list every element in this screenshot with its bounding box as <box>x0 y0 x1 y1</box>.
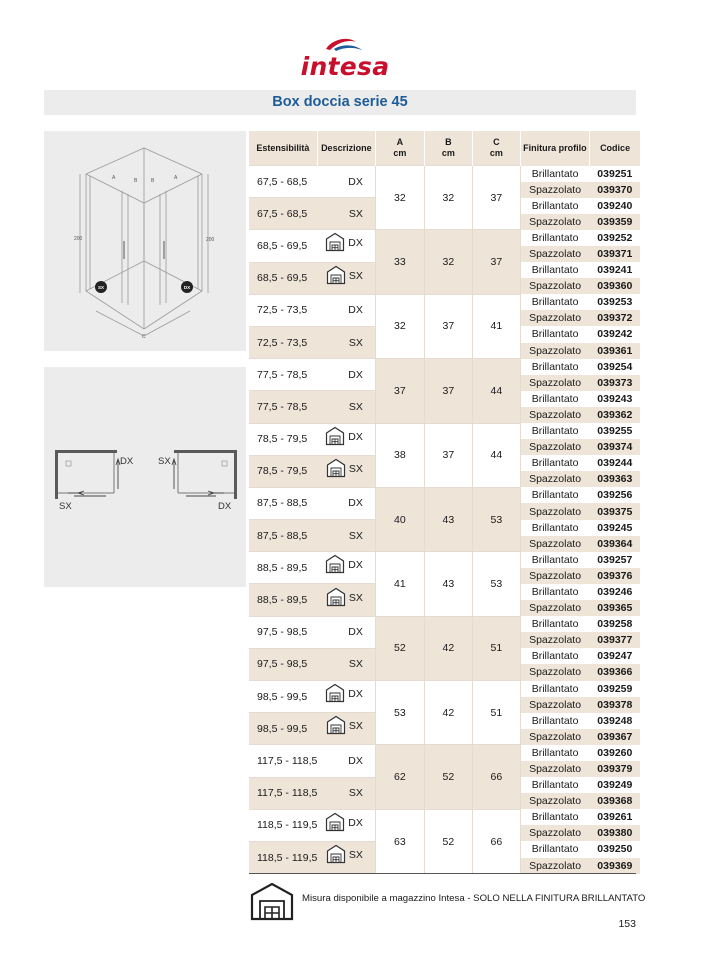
code-cell: 039380 <box>589 825 640 841</box>
extensibility-cell: 97,5 - 98,5 <box>249 648 317 680</box>
dimension-b-cell: 42 <box>424 681 472 745</box>
finish-cell: Brillantato <box>520 391 589 407</box>
dimension-c-cell: 66 <box>472 809 520 873</box>
description-cell: DX <box>317 294 375 326</box>
finish-cell: Spazzolato <box>520 536 589 552</box>
warehouse-icon <box>249 881 295 921</box>
finish-cell: Spazzolato <box>520 310 589 326</box>
code-cell: 039256 <box>597 489 633 502</box>
finish-cell: Spazzolato <box>520 858 589 874</box>
product-table <box>249 131 640 874</box>
finish-cell: Spazzolato <box>520 407 589 423</box>
finish-cell: Spazzolato <box>520 439 589 455</box>
finish-cell: Brillantato <box>520 294 589 310</box>
description-cell: DX <box>317 745 375 777</box>
code-cell: 039368 <box>589 793 640 809</box>
warehouse-icon <box>326 458 346 478</box>
dimension-b-cell: 43 <box>424 487 472 551</box>
description-cell: DX <box>317 616 375 648</box>
dimension-a-left: A <box>112 175 116 181</box>
code-cell: 039241 <box>597 264 633 277</box>
brand-logo <box>300 36 390 82</box>
dimension-a-right: A <box>174 175 178 181</box>
finish-cell: Brillantato <box>520 841 589 857</box>
finish-cell: Brillantato <box>520 584 589 600</box>
description-cell: SX <box>317 520 375 552</box>
dimension-c-cell: 44 <box>472 359 520 423</box>
table-row <box>249 359 640 375</box>
dimension-c-cell: 37 <box>472 166 520 230</box>
code-cell: 039367 <box>589 729 640 745</box>
dimension-c-cell: 44 <box>472 423 520 487</box>
finish-cell: Spazzolato <box>520 600 589 616</box>
extensibility-cell: 88,5 - 89,5 <box>249 552 317 584</box>
description-cell: SX <box>317 777 375 809</box>
sx-label: SX <box>59 501 72 512</box>
dimension-a-cell: 32 <box>375 294 424 358</box>
description-cell: SX <box>317 584 375 616</box>
code-cell: 039243 <box>597 392 633 405</box>
dimension-a-cell: 63 <box>375 809 424 873</box>
finish-cell: Spazzolato <box>520 825 589 841</box>
dimension-a-cell: 33 <box>375 230 424 294</box>
warehouse-icon <box>325 812 345 832</box>
finish-cell: Brillantato <box>520 745 589 761</box>
description-cell: DX <box>317 166 375 198</box>
dx-plan <box>55 450 134 512</box>
warehouse-icon <box>325 554 345 574</box>
code-cell: 039371 <box>589 246 640 262</box>
warehouse-icon <box>326 715 346 735</box>
description-cell: SX <box>317 713 375 745</box>
finish-cell: Brillantato <box>520 230 589 246</box>
svg-text:SX: SX <box>97 285 105 290</box>
header-c: C cm <box>472 131 520 166</box>
code-cell: 039246 <box>597 585 633 598</box>
code-cell: 039378 <box>589 697 640 713</box>
finish-cell: Brillantato <box>520 648 589 664</box>
table-row <box>249 552 640 568</box>
finish-cell: Brillantato <box>520 809 589 825</box>
height-right: 200 <box>206 237 215 243</box>
code-cell: 039244 <box>597 457 633 470</box>
dimension-b-cell: 52 <box>424 809 472 873</box>
extensibility-cell: 98,5 - 99,5 <box>249 681 317 713</box>
code-cell: 039249 <box>597 779 633 792</box>
code-cell: 039369 <box>589 858 640 874</box>
table-row <box>249 681 640 697</box>
dimension-b-cell: 32 <box>424 166 472 230</box>
finish-cell: Spazzolato <box>520 343 589 359</box>
dimension-b-cell: 37 <box>424 359 472 423</box>
code-cell: 039258 <box>597 618 633 631</box>
description-cell: DX <box>317 359 375 391</box>
extensibility-cell: 88,5 - 89,5 <box>249 584 317 616</box>
code-cell: 039359 <box>589 214 640 230</box>
description-cell: SX <box>317 198 375 230</box>
description-cell: DX <box>317 230 375 262</box>
table-row <box>249 423 640 439</box>
dimension-c-cell: 53 <box>472 487 520 551</box>
dimension-c-cell: 66 <box>472 745 520 809</box>
description-cell: SX <box>317 326 375 358</box>
dimension-a-cell: 53 <box>375 681 424 745</box>
dimension-b-cell: 43 <box>424 552 472 616</box>
header-b: B cm <box>424 131 472 166</box>
description-cell: SX <box>317 455 375 487</box>
finish-cell: Spazzolato <box>520 697 589 713</box>
page-number: 153 <box>618 918 636 930</box>
dimension-a-cell: 52 <box>375 616 424 680</box>
finish-cell: Spazzolato <box>520 278 589 294</box>
svg-text:DX: DX <box>183 285 191 290</box>
dimension-c: C <box>142 334 146 340</box>
warehouse-icon <box>325 426 345 446</box>
stock-legend: Misura disponibile a magazzino Intesa - SOLO NELLA FINITURA BRILLANTATO <box>302 893 646 904</box>
table-row <box>249 487 640 503</box>
dimension-c-cell: 53 <box>472 552 520 616</box>
code-cell: 039366 <box>589 664 640 680</box>
code-cell: 039377 <box>589 632 640 648</box>
finish-cell: Spazzolato <box>520 761 589 777</box>
dimension-a-cell: 37 <box>375 359 424 423</box>
finish-cell: Spazzolato <box>520 503 589 519</box>
extensibility-cell: 68,5 - 69,5 <box>249 262 317 294</box>
extensibility-cell: 78,5 - 79,5 <box>249 455 317 487</box>
code-cell: 039242 <box>597 328 633 341</box>
table-row <box>249 166 640 182</box>
finish-cell: Spazzolato <box>520 182 589 198</box>
finish-cell: Spazzolato <box>520 729 589 745</box>
dimension-a-cell: 40 <box>375 487 424 551</box>
extensibility-cell: 77,5 - 78,5 <box>249 391 317 423</box>
description-cell: DX <box>317 809 375 841</box>
finish-cell: Brillantato <box>520 455 589 471</box>
finish-cell: Brillantato <box>520 262 589 278</box>
code-cell: 039245 <box>597 521 633 534</box>
code-cell: 039260 <box>597 746 633 759</box>
description-cell: SX <box>317 391 375 423</box>
code-cell: 039379 <box>589 761 640 777</box>
warehouse-icon <box>325 683 345 703</box>
code-cell: 039372 <box>589 310 640 326</box>
code-cell: 039240 <box>597 199 633 212</box>
dimension-c-cell: 37 <box>472 230 520 294</box>
extensibility-cell: 68,5 - 69,5 <box>249 230 317 262</box>
extensibility-cell: 72,5 - 73,5 <box>249 326 317 358</box>
code-cell: 039362 <box>589 407 640 423</box>
dimension-b-cell: 37 <box>424 294 472 358</box>
extensibility-cell: 67,5 - 68,5 <box>249 166 317 198</box>
header-estensibilita: Estensibilità <box>249 131 317 166</box>
height-left: 200 <box>74 236 83 242</box>
code-cell: 039254 <box>597 360 633 373</box>
finish-cell: Brillantato <box>520 681 589 697</box>
extensibility-cell: 87,5 - 88,5 <box>249 520 317 552</box>
finish-cell: Brillantato <box>520 166 589 182</box>
dimension-c-cell: 51 <box>472 616 520 680</box>
dx-label-right: DX <box>218 501 232 512</box>
footer-divider <box>249 873 636 874</box>
dimension-b-cell: 32 <box>424 230 472 294</box>
code-cell: 039253 <box>597 296 633 309</box>
code-cell: 039363 <box>589 471 640 487</box>
dimension-b-cell: 42 <box>424 616 472 680</box>
code-cell: 039247 <box>597 650 633 663</box>
code-cell: 039370 <box>589 182 640 198</box>
table-row <box>249 809 640 825</box>
warehouse-icon <box>326 844 346 864</box>
description-cell: DX <box>317 552 375 584</box>
sx-plan <box>158 450 237 512</box>
code-cell: 039259 <box>597 682 633 695</box>
shower-box-drawing <box>44 131 246 351</box>
finish-cell: Brillantato <box>520 713 589 729</box>
header-codice: Codice <box>589 131 640 166</box>
dimension-b-cell: 52 <box>424 745 472 809</box>
finish-cell: Spazzolato <box>520 375 589 391</box>
extensibility-cell: 72,5 - 73,5 <box>249 294 317 326</box>
code-cell: 039250 <box>597 843 633 856</box>
table-row <box>249 230 640 246</box>
code-cell: 039376 <box>589 568 640 584</box>
dimension-c-cell: 51 <box>472 681 520 745</box>
dimension-b-right: B <box>151 178 155 184</box>
dimension-a-cell: 62 <box>375 745 424 809</box>
code-cell: 039361 <box>589 343 640 359</box>
dimension-a-cell: 41 <box>375 552 424 616</box>
extensibility-cell: 118,5 - 119,5 <box>249 841 317 873</box>
code-cell: 039251 <box>597 167 633 180</box>
table-header-row <box>249 131 640 166</box>
description-cell: SX <box>317 648 375 680</box>
finish-cell: Spazzolato <box>520 471 589 487</box>
code-cell: 039360 <box>589 278 640 294</box>
dx-label: DX <box>120 456 134 467</box>
extensibility-cell: 77,5 - 78,5 <box>249 359 317 391</box>
finish-cell: Brillantato <box>520 423 589 439</box>
code-cell: 039248 <box>597 714 633 727</box>
dimension-a-cell: 38 <box>375 423 424 487</box>
door-plan-drawing <box>44 367 246 587</box>
finish-cell: Brillantato <box>520 198 589 214</box>
page-title: Box doccia serie 45 <box>44 90 636 115</box>
finish-cell: Spazzolato <box>520 568 589 584</box>
code-cell: 039374 <box>589 439 640 455</box>
dimension-b-cell: 37 <box>424 423 472 487</box>
extensibility-cell: 78,5 - 79,5 <box>249 423 317 455</box>
extensibility-cell: 97,5 - 98,5 <box>249 616 317 648</box>
code-cell: 039365 <box>589 600 640 616</box>
finish-cell: Brillantato <box>520 326 589 342</box>
finish-cell: Brillantato <box>520 552 589 568</box>
code-cell: 039252 <box>597 231 633 244</box>
finish-cell: Brillantato <box>520 616 589 632</box>
sx-badge <box>95 281 107 293</box>
brand-name: intesa <box>300 52 390 81</box>
warehouse-icon <box>326 587 346 607</box>
warehouse-icon <box>326 265 346 285</box>
dimension-c-cell: 41 <box>472 294 520 358</box>
warehouse-icon <box>325 232 345 252</box>
extensibility-cell: 87,5 - 88,5 <box>249 487 317 519</box>
sx-label-right: SX <box>158 456 171 467</box>
header-a: A cm <box>375 131 424 166</box>
finish-cell: Spazzolato <box>520 214 589 230</box>
code-cell: 039257 <box>597 553 633 566</box>
code-cell: 039375 <box>589 503 640 519</box>
header-finitura: Finitura profilo <box>520 131 589 166</box>
finish-cell: Spazzolato <box>520 632 589 648</box>
code-cell: 039255 <box>597 425 633 438</box>
table-row <box>249 745 640 761</box>
description-cell: SX <box>317 262 375 294</box>
dx-badge <box>181 281 193 293</box>
extensibility-cell: 118,5 - 119,5 <box>249 809 317 841</box>
description-cell: SX <box>317 841 375 873</box>
extensibility-cell: 117,5 - 118,5 <box>249 745 317 777</box>
dimension-b-left: B <box>134 178 138 184</box>
extensibility-cell: 117,5 - 118,5 <box>249 777 317 809</box>
code-cell: 039261 <box>597 811 633 824</box>
extensibility-cell: 98,5 - 99,5 <box>249 713 317 745</box>
finish-cell: Spazzolato <box>520 793 589 809</box>
table-row <box>249 616 640 632</box>
dimension-a-cell: 32 <box>375 166 424 230</box>
finish-cell: Spazzolato <box>520 664 589 680</box>
description-cell: DX <box>317 423 375 455</box>
finish-cell: Brillantato <box>520 487 589 503</box>
table-row <box>249 294 640 310</box>
finish-cell: Brillantato <box>520 359 589 375</box>
description-cell: DX <box>317 487 375 519</box>
finish-cell: Brillantato <box>520 777 589 793</box>
extensibility-cell: 67,5 - 68,5 <box>249 198 317 230</box>
header-descrizione: Descrizione <box>317 131 375 166</box>
finish-cell: Brillantato <box>520 520 589 536</box>
code-cell: 039373 <box>589 375 640 391</box>
code-cell: 039364 <box>589 536 640 552</box>
description-cell: DX <box>317 681 375 713</box>
finish-cell: Spazzolato <box>520 246 589 262</box>
